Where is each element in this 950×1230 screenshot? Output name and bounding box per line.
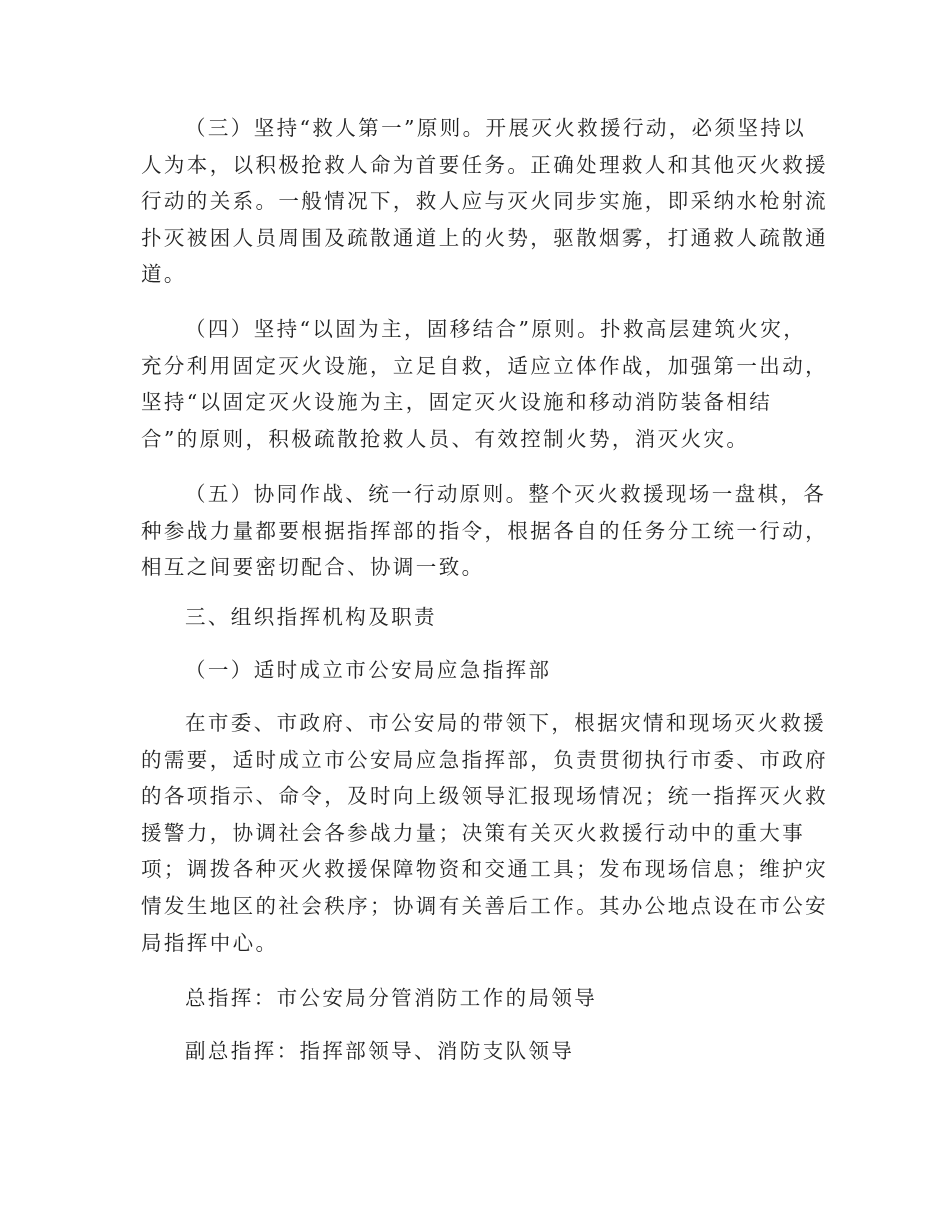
paragraph-line: 在市委、市政府、市公安局的带领下，根据灾情和现场灭火救援: [185, 711, 827, 735]
paragraph-line: （三）坚持“救人第一”原则。开展灭火救援行动，必须坚持以: [185, 116, 807, 140]
subsection-heading: （一）适时成立市公安局应急指挥部: [185, 658, 552, 682]
paragraph-line: 情发生地区的社会秩序；协调有关善后工作。其办公地点设在市公安: [141, 893, 828, 918]
paragraph-line: 的各项指示、命令，及时向上级领导汇报现场情况；统一指挥灭火救: [141, 784, 828, 809]
paragraph-line: 扑灭被困人员周围及疏散通道上的火势，驱散烟雾，打通救人疏散通: [141, 225, 828, 250]
paragraph-line: 局指挥中心。: [141, 930, 279, 955]
paragraph-line: 的需要，适时成立市公安局应急指挥部，负责贯彻执行市委、市政府: [141, 747, 828, 772]
deputy-commander-line: 副总指挥：指挥部领导、消防支队领导: [185, 1039, 575, 1063]
chief-commander-line: 总指挥：市公安局分管消防工作的局领导: [185, 986, 598, 1010]
paragraph-line: 坚持“以固定灭火设施为主，固定灭火设施和移动消防装备相结: [141, 390, 773, 415]
paragraph-line: （五）协同作战、统一行动原则。整个灭火救援现场一盘棋，各: [185, 482, 827, 506]
paragraph-command-hq-duties: [141, 705, 828, 961]
paragraph-line: 行动的关系。一般情况下，救人应与灭火同步实施，即采纳水枪射流: [141, 189, 828, 214]
paragraph-line: 人为本，以积极抢救人命为首要任务。正确处理救人和其他灭火救援: [141, 152, 828, 177]
paragraph-line: 项；调拨各种灭火救援保障物资和交通工具；发布现场信息；维护灾: [141, 857, 828, 882]
paragraph-principle-fixed-first: [141, 311, 828, 457]
paragraph-principle-rescue-first: [141, 110, 828, 293]
paragraph-line: （四）坚持“以固为主，固移结合”原则。扑救高层建筑火灾，: [185, 317, 807, 341]
section-heading: 三、组织指挥机构及职责: [185, 605, 437, 629]
paragraph-line: 种参战力量都要根据指挥部的指令，根据各自的任务分工统一行动，: [141, 518, 828, 543]
paragraph-line: 合”的原则，积极疏散抢救人员、有效控制火势，消灭火灾。: [141, 426, 750, 451]
paragraph-line: 相互之间要密切配合、协调一致。: [141, 555, 485, 580]
paragraph-principle-coordinated-action: [141, 476, 828, 586]
paragraph-line: 充分利用固定灭火设施，立足自救，适应立体作战，加强第一出动，: [141, 353, 828, 378]
paragraph-line: 道。: [141, 262, 187, 287]
paragraph-line: 援警力，协调社会各参战力量；决策有关灭火救援行动中的重大事: [141, 820, 806, 845]
